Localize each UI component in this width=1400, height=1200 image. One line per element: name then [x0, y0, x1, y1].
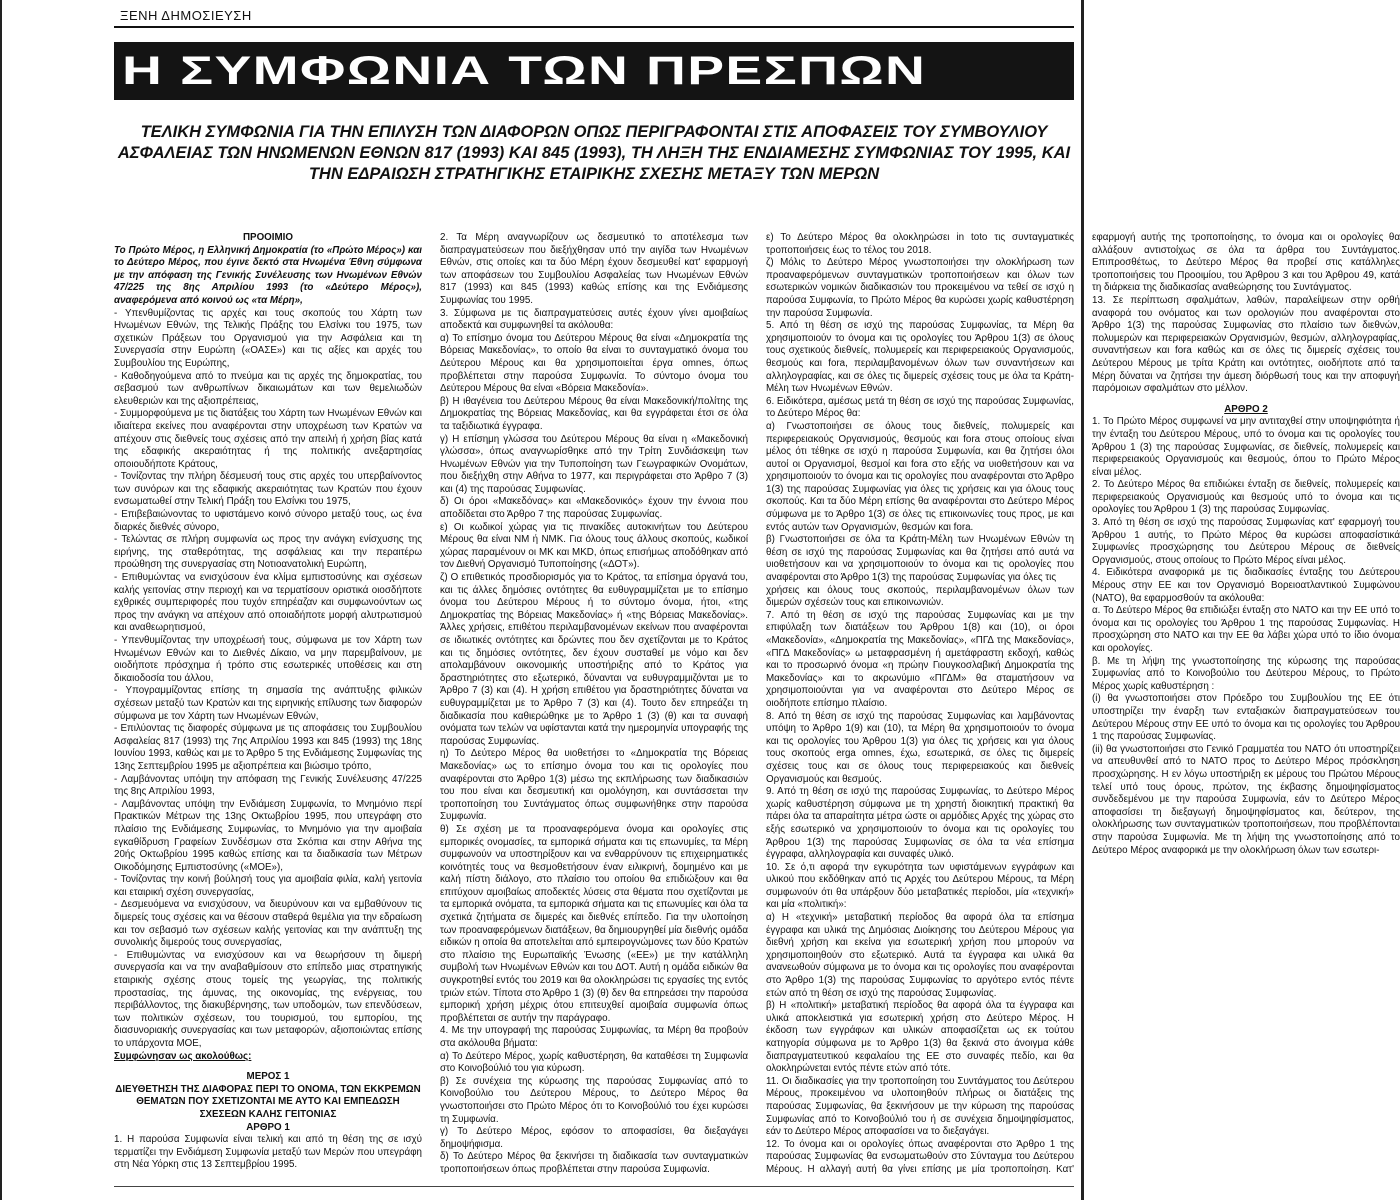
- paragraph: - Τονίζοντας την πλήρη δέσμευσή τους στις αρχές του υπερβαίνοντος των συνόρων και της εδαφικής ακεραιότητας των Κρατών που έχουν ενσωματωθεί στην Τελική Πράξη του Ελσίνκι του 1975,: [114, 471, 422, 508]
- paragraph: 6. Ειδικότερα, αμέσως μετά τη θέση σε ισχύ της παρούσας Συμφωνίας, το Δεύτερο Μέρος θα:: [766, 395, 1074, 420]
- paragraph: η) Το Δεύτερο Μέρος θα υιοθετήσει το «Δημοκρατία της Βόρειας Μακεδονίας» ως το επίσημο όνομα του και τις ορολογίες που αναφέρονται στο Άρθρο 1(3) μέσω της εκπλήρωσης των διαδικασιών του που είναι και δεσμευτική και ομολόγηση, και συντάσσεται την τροποποίηση του Συντάγματος όπως συμφωνήθηκε στην παρούσα Συμφωνία.: [440, 748, 748, 823]
- paragraph: 5. Από τη θέση σε ισχύ της παρούσας Συμφωνίας, τα Μέρη θα χρησιμοποιούν το όνομα και τις ορολογίες του Άρθρου 1(3) σε όλους τους σχετικούς διεθνείς, πολυμερείς και περιφερειακούς Οργανισμούς, θεσμούς και fora, περιλαμβανομένων όλων των συναντήσεων και αλληλογραφίας, και σε όλες τις διμερείς σχέσεις τους με όλα τα Κράτη-Μέλη των Ηνωμένων Εθνών.: [766, 320, 1074, 395]
- article-2-title: ΑΡΘΡΟ 2: [1224, 403, 1268, 415]
- paragraph: α. Το Δεύτερο Μέρος θα επιδιώξει ένταξη στο ΝΑΤΟ και την ΕΕ υπό το όνομα και τις ορολογίες του Άρθρου 1 της παρούσας Συμφωνίας. Η προσχώρηση στο ΝΑΤΟ και την ΕΕ θα λάβει χώρα υπό το ίδιο όνομα και ορολογίες.: [1092, 605, 1400, 654]
- paragraph: 3. Σύμφωνα με τις διαπραγματεύσεις αυτές έχουν γίνει αμοιβαίως αποδεκτά και συμφωνηθεί τα ακόλουθα:: [440, 307, 748, 332]
- paragraph: β. Με τη λήψη της γνωστοποίησης της κύρωσης της παρούσας Συμφωνίας από το Κοινοβούλιο του Δεύτερου Μέρους, το Πρώτο Μέρος χωρίς καθυστέρηση :: [1092, 655, 1400, 692]
- paragraph: - Υπογραμμίζοντας επίσης τη σημασία της ανάπτυξης φιλικών σχέσεων μεταξύ των Κρατών και της ειρηνικής επίλυσης των διαφορών σύμφωνα με τον Χάρτη των Ηνωμένων Εθνών,: [114, 685, 422, 722]
- title-banner: [114, 42, 1074, 100]
- article-body: [114, 232, 1400, 1177]
- paragraph: δ) Οι όροι «Μακεδόνας» και «Μακεδονικός» έχουν την έννοια που αποδίδεται στο Άρθρο 7 της παρούσας Συμφωνίας.: [440, 496, 748, 521]
- paragraph: 9. Από τη θέση σε ισχύ της παρούσας Συμφωνίας, το Δεύτερο Μέρος χωρίς καθυστέρηση σύμφωνα με τη χρηστή διοικητική πρακτική θα πάρει όλα τα απαραίτητα μέτρα ώστε οι αρμόδιες Αρχές της χώρας στο εξής εσωτερικό να χρησιμοποιούν το όνομα και τις ορολογίες του Άρθρου 1(3) της παρούσας Συμφωνίας σε όλα τα νέα επίσημα έγγραφα, αλληλογραφία και συναφές υλικό.: [766, 786, 1074, 861]
- paragraph: α) Η «τεχνική» μεταβατική περίοδος θα αφορά όλα τα επίσημα έγγραφα και υλικά της Δημόσιας Διοίκησης του Δεύτερου Μέρους για διεθνή χρήση και εκείνα για εσωτερική χρήση που μπορούν να χρησιμοποιηθούν στο εξωτερικό. Αυτά τα έγγραφα και υλικά θα ανανεωθούν σύμφωνα με το όνομα και τις ορολογίες που αναφέρονται στο Άρθρο 1(3) της παρούσας Συμφωνίας το αργότερο εντός πέντε ετών από τη θέση σε ισχύ της παρούσας Συμφωνίας.: [766, 912, 1074, 999]
- paragraph: - Επιλύοντας τις διαφορές σύμφωνα με τις αποφάσεις του Συμβουλίου Ασφαλείας 817 (1993) της 7ης Απριλίου 1993 και 845 (1993) της 18ης Ιουνίου 1993, καθώς και με το Άρθρο 5 της Ενδιάμεσης Συμφωνίας της 13ης Σεπτεμβρίου 1995 με αξιοπρέπεια και βιώσιμο τρόπο,: [114, 723, 422, 772]
- paragraph: δ) Το Δεύτερο Μέρος θα ξεκινήσει τη διαδικασία των συνταγματικών τροποποιήσεων όπως προβλέπεται στην παρούσα Συμφωνία.: [440, 1151, 748, 1175]
- preamble-title: ΠΡΟΟΙΜΙΟ: [242, 232, 294, 243]
- banner-title: Η ΣΥΜΦΩΝΙΑ ΤΩΝ ΠΡΕΣΠΩΝ: [122, 48, 927, 93]
- paragraph: - Λαμβάνοντας υπόψη την απόφαση της Γενικής Συνέλευσης 47/225 της 8ης Απριλίου 1993,: [114, 773, 422, 798]
- article-2-paragraphs: [1092, 416, 1400, 857]
- paragraph: ε) Το Δεύτερο Μέρος θα ολοκληρώσει in toto τις συνταγματικές τροποποιήσεις έως το τέλος του 2018.: [766, 232, 1074, 256]
- part-title: ΜΕΡΟΣ 1: [246, 1071, 290, 1083]
- paragraph: β) Σε συνέχεια της κύρωσης της παρούσας Συμφωνίας από το Κοινοβούλιο του Δεύτερου Μέρους, το Δεύτερο Μέρος θα γνωστοποιήσει στο Πρώτο Μέρος ότι το Κοινοβούλιό του έχει κυρώσει τη Συμφωνία.: [440, 1075, 748, 1125]
- paragraph: γ) Η επίσημη γλώσσα του Δεύτερου Μέρους θα είναι η «Μακεδονική γλώσσα», όπως αναγνωρίσθηκε από την Τρίτη Συνδιάσκεψη των Ηνωμένων Εθνών για την Τυποποίηση των Γεωγραφικών Ονομάτων, που διεξήχθη στην Αθήνα το 1977, και περιγράφεται στο Άρθρο 7 (3) και (4) της παρούσας Συμφωνίας.: [440, 433, 748, 495]
- paragraph: χρήσεις και όλους τους σκοπούς, περιλαμβανομένων όλων των διμερών σχέσεών τους και επικοινωνιών.: [766, 584, 1074, 609]
- paragraph: β) Η «πολιτική» μεταβατική περίοδος θα αφορά όλα τα έγγραφα και υλικά αποκλειστικά για εσωτερική χρήση στο Δεύτερο Μέρος. Η έκδοση των εγγράφων και υλικών αποφασίζεται ως εκ τούτου κατηγορία σύμφωνα με το Άρθρο 1(3) θα ξεκινά στο άνοιγμα κάθε διαπραγματευτικού κεφαλαίου της ΕΕ στο συναφές πεδίο, και θα ολοκληρώνεται εντός πέντε ετών από τότε.: [766, 1000, 1074, 1075]
- paragraph: - Λαμβάνοντας υπόψη την Ενδιάμεση Συμφωνία, το Μνημόνιο περί Πρακτικών Μέτρων της 13ης Οκτωβρίου 1995, που υπεγράφη στο πλαίσιο της Ενδιάμεσης Συμφωνίας, το Μνημόνιο για την αμοιβαία εγκαθίδρυση Γραφείων Συνδέσμων στα Σκόπια και στην Αθήνα της 20ής Οκτωβρίου 1995 καθώς επίσης και τα διαδικασία των Μέτρων Οικοδόμησης Εμπιστοσύνης («ΜΟΕ»),: [114, 798, 422, 873]
- paragraph: - Καθοδηγούμενα από το πνεύμα και τις αρχές της δημοκρατίας, του σεβασμού των ανθρωπίνων δικαιωμάτων και των θεμελιωδών ελευθεριών και της αξιοπρέπειας,: [114, 370, 422, 407]
- paragraph: ζ) Μόλις το Δεύτερο Μέρος γνωστοποιήσει την ολοκλήρωση των προαναφερόμενων συνταγματικών τροποποιήσεων και όλων των εσωτερικών νομικών διαδικασιών του προκειμένου να τεθεί σε ισχύ η παρούσα Συμφωνία, το Πρώτο Μέρος θα κυρώσει χωρίς καθυστέρηση την παρούσα Συμφωνία.: [766, 257, 1074, 319]
- paragraph: - Υπενθυμίζοντας τις αρχές και τους σκοπούς του Χάρτη των Ηνωμένων Εθνών, της Τελικής Πράξης του Ελσίνκι του 1975, των σχετικών Πράξεων του Οργανισμού για την Ασφάλεια και τη Συνεργασία στην Ευρώπη («ΟΑΣΕ») και τις αξίες και αρχές του Συμβουλίου της Ευρώπης,: [114, 307, 422, 369]
- paragraph: 10. Σε ό,τι αφορά την εγκυρότητα των υφιστάμενων εγγράφων και υλικού που εκδόθηκαν από τις Αρχές του Δεύτερου Μέρους, τα Μέρη συμφωνούν ότι θα υπάρξουν δύο μεταβατικές περίοδοι, μία «τεχνική» και μία «πολιτική»:: [766, 861, 1074, 911]
- paragraph: 13. Σε περίπτωση σφαλμάτων, λαθών, παραλείψεων στην ορθή αναφορά του ονόματος και των ορολογιών που αναφέρονται στο Άρθρο 1(3) της παρούσας Συμφωνίας στο πλαίσιο των διεθνών, πολυμερών και περιφερειακών Οργανισμών, θεσμών, αλληλογραφίας, συναντήσεων και fora καθώς και σε όλες τις διμερείς σχέσεις του Δεύτερου Μέρους με τρίτα Κράτη και οντότητες, οιοδήποτε από τα Μέρη δύναται να ζητήσει την άμεση διόρθωσή τους και την αποφυγή παρόμοιων σφαλμάτων στο μέλλον.: [1092, 294, 1400, 395]
- paragraph: 7. Από τη θέση σε ισχύ της παρούσας Συμφωνίας και με την επιφύλαξη των διατάξεων του Άρθρου 1(8) και (10), οι όροι «Μακεδονία», «Δημοκρατία της Μακεδονίας», «ΠΓΔ της Μακεδονίας», «ΠΓΔ Μακεδονίας» ω μεταφρασμένη ή αμετάφραστη εκδοχή, καθώς και το προσωρινό όνομα «η πρώην Γιουγκοσλαβική Δημοκρατία της Μακεδονίας» και το ακρωνύμιο «ΠΓΔΜ» θα σταματήσουν να χρησιμοποιούνται για να αναφέρονται στο Δεύτερο Μέρος σε οιοδήποτε επίσημο πλαίσιο.: [766, 609, 1074, 709]
- section-label: ΞΕΝΗ ΔΗΜΟΣΙΕΥΣΗ: [120, 8, 252, 23]
- paragraph: 2. Τα Μέρη αναγνωρίζουν ως δεσμευτικό το αποτέλεσμα των διαπραγματεύσεων που διεξήχθησαν υπό την αιγίδα των Ηνωμένων Εθνών, στις οποίες και τα δύο Μέρη έχουν δεσμευθεί κατ' εφαρμογή των αποφάσεων του Συμβουλίου Ασφαλείας των Ηνωμένων Εθνών 817 (1993) και 845 (1993) καθώς επίσης και της Ενδιάμεσης Συμφωνίας του 1995.: [440, 232, 748, 306]
- paragraph: 2. Το Δεύτερο Μέρος θα επιδιώκει ένταξη σε διεθνείς, πολυμερείς και περιφερειακούς Οργανισμούς και θεσμούς υπό το όνομα και τις ορολογίες του Άρθρου 1 (3) της παρούσας Συμφωνίας.: [1092, 479, 1400, 516]
- page-edge: [1081, 0, 1084, 1200]
- paragraph: 3. Από τη θέση σε ισχύ της παρούσας Συμφωνίας κατ' εφαρμογή του Άρθρου 1 αυτής, το Πρώτο Μέρος θα κυρώσει αποφασίστικά Συμφωνίες προσχώρησης του Δεύτερου Μέρους σε διεθνείς Οργανισμούς, στους οποίους το Πρώτο Μέρος είναι μέλος.: [1092, 517, 1400, 566]
- paragraph: ε) Οι κωδικοί χώρας για τις πινακίδες αυτοκινήτων του Δεύτερου Μέρους θα είναι NM ή NMK. Για όλους τους άλλους σκοπούς, κωδικοί χώρας παραμένουν οι MK και MKD, όπως επισήμως αποδόθηκαν από τον Διεθνή Οργανισμό Τυποποίησης («ΔΟΤ»).: [440, 521, 748, 571]
- paragraph: α) Γνωστοποιήσει σε όλους τους διεθνείς, πολυμερείς και περιφερειακούς Οργανισμούς, θεσμούς και fora στους οποίους είναι μέλος ότι τέθηκε σε ισχύ η παρούσα Συμφωνία, και θα ζητήσει όλοι αυτοί οι Οργανισμοί, θεσμοί και fora στο εξής να υιοθετήσουν και να χρησιμοποιούν το όνομα και τις ορολογίες που αναφέρονται στο Άρθρο 1(3) της παρούσας Συμφωνίας για όλες τις χρήσεις και για όλους τους σκοπούς. Και τα δύο Μέρη επίσης θα αναφέρονται στο Δεύτερο Μέρος σύμφωνα με το Άρθρο 1(3) σε όλες τις επικοινωνίες τους προς, με και εντός αυτών των Οργανισμών, θεσμών και fora.: [766, 420, 1074, 533]
- paragraph: - Επιθυμώντας να ενισχύσουν και να θεωρήσουν τη διμερή συνεργασία και να την αναβαθμίσουν στο επίπεδο μιας στρατηγικής εταιρικής σχέσης στους τομείς της γεωργίας, της πολιτικής προστασίας, της άμυνας, της οικονομίας, της ενέργειας, του περιβάλλοντος, της διακυβέρνησης, των υποδομών, των επενδύσεων, των πολιτικών σχέσεων, του τουρισμού, του εμπορίου, της διασυνοριακής συνεργασίας και των μεταφορών, αξιοποιώντας επίσης το υπάρχοντα ΜΟΕ,: [114, 949, 422, 1049]
- paragraph: - Τονίζοντας την κοινή βούλησή τους για αμοιβαία φιλία, καλή γειτονία και εταιρική σχέση συνεργασίας,: [114, 874, 422, 898]
- paragraph: - Επιβεβαιώνοντας το υφιστάμενο κοινό σύνορο μεταξύ τους, ως ένα διαρκές διεθνές σύνορο,: [114, 509, 422, 533]
- paragraph: - Τελώντας σε πλήρη συμφωνία ως προς την ανάγκη ενίσχυσης της ειρήνης, της σταθερότητας, της ασφάλειας και την περαιτέρω προώθηση της συνεργασίας στη Νοτιοανατολική Ευρώπη,: [114, 534, 422, 571]
- paragraph: α) Το Δεύτερο Μέρος, χωρίς καθυστέρηση, θα καταθέσει τη Συμφωνία στο Κοινοβούλιό του για κύρωση.: [440, 1050, 748, 1075]
- paragraph: 4. Με την υπογραφή της παρούσας Συμφωνίας, τα Μέρη θα προβούν στα ακόλουθα βήματα:: [440, 1025, 748, 1049]
- bottom-rule: [114, 1186, 1074, 1187]
- paragraph: 12. Το όνομα και οι ορολογίες όπως αναφέρονται στο Άρθρο 1 της παρούσας Συμφωνίας θα ενσωματωθούν στο Σύνταγμα του Δεύτερου Μέρους. Η αλλαγή αυτή θα γίνει επίσης με μία τροποποίηση. Κατ' εφαρμογή αυτής της τροποποίησης, το όνομα και οι ορολογίες θα αλλάξουν αντιστοίχως σε όλα τα άρθρα του Συντάγματος. Επιπροσθέτως, το Δεύτερο Μέρος θα προβεί στις κατάλληλες τροποποιήσεις του Προοιμίου, του Άρθρου 3 και του Άρθρου 49, κατά τη διάρκεια της διαδικασίας αναθεώρησης του Συντάγματος.: [766, 232, 1400, 1175]
- paragraph: β) Γνωστοποιήσει σε όλα τα Κράτη-Μέλη των Ηνωμένων Εθνών τη θέση σε ισχύ της παρούσας Συμφωνίας και θα ζητήσει από αυτά να υιοθετήσουν και να χρησιμοποιούν το όνομα και τις ορολογίες που αναφέρονται στο Άρθρο 1(3) της παρούσας Συμφωνίας για όλες τις: [766, 534, 1074, 584]
- paragraph: 1. Το Πρώτο Μέρος συμφωνεί να μην αντιταχθεί στην υποψηφιότητα ή την ένταξη του Δεύτερου Μέρους, υπό το όνομα και τις ορολογίες του Άρθρου 1 (3) της παρούσας Συμφωνίας, σε διεθνείς, πολυμερείς και περιφερειακούς Οργανισμούς και θεσμούς, όπου το Πρώτο Μέρος είναι μέλος.: [1092, 416, 1400, 478]
- paragraph: 1. Η παρούσα Συμφωνία είναι τελική και από τη θέση της σε ισχύ τερματίζει την Ενδιάμεση Συμφωνία μεταξύ των Μερών που υπεγράφη στη Νέα Υόρκη στις 13 Σεπτεμβρίου 1995.: [114, 1134, 422, 1171]
- paragraph: γ) Το Δεύτερο Μέρος, εφόσον το αποφασίσει, θα διεξαγάγει δημοψήφισμα.: [440, 1126, 748, 1150]
- agreed-line: Συμφώνησαν ως ακολούθως:: [114, 1050, 252, 1062]
- paragraph: - Συμμορφούμενα με τις διατάξεις του Χάρτη των Ηνωμένων Εθνών και ιδιαίτερα εκείνες που αναφέρονται στην υποχρέωση των Κρατών να απέχουν στις διεθνείς τους σχέσεις από την απειλή ή χρήση βίας κατά της εδαφικής ακεραιότητας ή της πολιτικής ανεξαρτησίας οποιουδήποτε Κράτους,: [114, 408, 422, 470]
- paragraph: 11. Οι διαδικασίες για την τροποποίηση του Συντάγματος του Δεύτερου Μέρους, προκειμένου να υλοποιηθούν πλήρως οι διατάξεις της παρούσας Συμφωνίας, θα ξεκινήσουν με την κύρωση της παρούσας Συμφωνίας από το Κοινοβούλιό του ή σε συνέχεια δημοψηφίσματος, εάν το Δεύτερο Μέρος αποφασίσει να το διεξαγάγει.: [766, 1075, 1074, 1138]
- paragraph: α) Το επίσημο όνομα του Δεύτερου Μέρους θα είναι «Δημοκρατία της Βόρειας Μακεδονίας», το οποίο θα είναι το συνταγματικό όνομα του Δεύτερου Μέρους και θα χρησιμοποιείται έργα omnes, όπως προβλέπεται στην παρούσα Συμφωνία. Το σύντομο όνομα του Δεύτερου Μέρους θα είναι «Βόρεια Μακεδονία».: [440, 332, 748, 395]
- article-1-title: ΑΡΘΡΟ 1: [246, 1121, 290, 1133]
- part-subtitle: ΔΙΕΥΘΕΤΗΣΗ ΤΗΣ ΔΙΑΦΟΡΑΣ ΠΕΡΙ ΤΟ ΟΝΟΜΑ, ΤΩΝ ΕΚΚΡΕΜΩΝ ΘΕΜΑΤΩΝ ΠΟΥ ΣΧΕΤΙΖΟΝΤΑΙ ΜΕ ΑΥΤΟ ΚΑΙ ΕΜΠΕΔΩΣΗ ΣΧΕΣΕΩΝ ΚΑΛΗΣ ΓΕΙΤΟΝΙΑΣ: [115, 1083, 421, 1120]
- paragraph: (i) θα γνωστοποιήσει στον Πρόεδρο του Συμβουλίου της ΕΕ ότι υποστηρίζει την έναρξη των ενταξιακών διαπραγματεύσεων του Δεύτερου Μέρους στην ΕΕ υπό το όνομα και τις ορολογίες του Άρθρου 1 της παρούσας Συμφωνίας.: [1092, 693, 1400, 743]
- paragraph: ζ) Ο επιθετικός προσδιορισμός για το Κράτος, τα επίσημα όργανά του, και τις άλλες δημόσιες οντότητες θα ευθυγραμμίζεται με το επίσημο όνομα του Δεύτερου Μέρους ή το σύντομο όνομα, ήτοι, «της Δημοκρατίας της Βόρειας Μακεδονίας» ή «της Βόρειας Μακεδονίας». Άλλες χρήσεις, επιθέτου περιλαμβανομένων εκείνων που αναφέρονται σε ιδιωτικές οντότητες και δρώντες που δεν σχετίζονται με το Κράτος και τις δημόσιες οντότητες, δεν έχουν συσταθεί με νόμο και δεν απολαμβάνουν οικονομικής υποστήριξης από το Κράτος για δραστηριότητες στο εξωτερικό, δύνανται να ευθυγραμμιζόνται με το Άρθρο 7 (3) και (4). Η χρήση επιθέτου για δραστηριότητες δύναται να ευθυγραμμίζεται με το Άρθρο 7 (3) και (4). Τουτο δεν επηρεάζει τη διαδικασία που καθιερώθηκε με το Άρθρο 1 (3) (θ) και τα συναφή ονόματα των τελών να υφίστανται κατά την ημερομηνία υπογραφής της παρούσας Συμφωνίας.: [440, 572, 748, 747]
- paragraph: 4. Ειδικότερα αναφορικά με τις διαδικασίες ένταξης του Δεύτερου Μέρους στην ΕΕ και τον Οργανισμό Βορειοατλαντικού Συμφώνου (ΝΑΤΟ), θα εφαρμοσθούν τα ακόλουθα:: [1092, 567, 1400, 604]
- preamble-intro: Το Πρώτο Μέρος, η Ελληνική Δημοκρατία (το «Πρώτο Μέρος») και το Δεύτερο Μέρος, που έγινε δεκτό στα Ηνωμένα Έθνη σύμφωνα με την απόφαση της Γενικής Συνέλευσης των Ηνωμένων Εθνών 47/225 της 8ης Απριλίου 1993 (το «Δεύτερο Μέρος»), αναφερόμενα από κοινού ως «τα Μέρη»,: [114, 244, 422, 306]
- paragraph: 8. Από τη θέση σε ισχύ της παρούσας Συμφωνίας και λαμβάνοντας υπόψη το Άρθρο 1(9) και (10), τα Μέρη θα χρησιμοποιούν το όνομα και τις ορολογίες του Άρθρου 1(3) για όλες τις χρήσεις και για όλους τους σκοπούς erga omnes, έχω, εσωτερικά, σε όλες τις διμερείς σχέσεις τους και σε όλους τους περιφερειακούς και διεθνείς Οργανισμούς και θεσμούς.: [766, 710, 1074, 785]
- paragraph: θ) Σε σχέση με τα προαναφερόμενα όνομα και ορολογίες στις εμπορικές ονομασίες, τα εμπορικά σήματα και τις επωνυμίες, τα Μέρη συμφωνούν να υποστηρίξουν και να ενθαρρύνουν τις επιχειρηματικές κοινότητές τους να θεσμοθετήσουν έναν ειλικρινή, δομημένο και με καλή πίστη διάλογο, στο πλαίσιο του οποίου θα επιδιώξουν και θα επιτύχουν αμοιβαίως αποδεκτές λύσεις στα θέματα που σχετίζονται με τα εμπορικά ονόματα, τα εμπορικά σήματα και τις επωνυμίες και όλα τα σχετικά ζητήματα σε διμερές και διεθνές επίπεδο. Για την υλοποίηση των προαναφερόμενων διατάξεων, θα δημιουργηθεί μία διεθνής ομάδα ειδικών η οποία θα αποτελείται από εμπειρογνώμονες των δύο Κρατών στο πλαίσιο της Ευρωπαϊκής Ένωσης («ΕΕ») με την κατάλληλη συμβολή των Ηνωμένων Εθνών και του ΔΟΤ. Αυτή η ομάδα ειδικών θα συγκροτηθεί εντός του 2019 και θα ολοκληρώσει τις εργασίες της εντός τριών ετών. Τίποτα στο Άρθρο 1 (3) (θ) δεν θα επηρεάσει την παρούσα εμπορική χρήση μέχρις ότου επιτευχθεί αμοιβαία συμφωνία όπως προβλέπεται σε αυτήν την παράγραφο.: [440, 823, 748, 1024]
- paragraph: β) Η ιθαγένεια του Δεύτερου Μέρους θα είναι Μακεδονική/πολίτης της Δημοκρατίας της Βόρειας Μακεδονίας, και θα εγγράφεται έτσι σε όλα τα ταξιδιωτικά έγγραφα.: [440, 395, 748, 432]
- preamble-paragraphs: [114, 308, 422, 1051]
- paragraph: - Επιθυμώντας να ενισχύσουν ένα κλίμα εμπιστοσύνης και σχέσεων καλής γειτονίας στην περιοχή και να τερματίσουν οριστικά οιοσδήποτε εχθρικές συμπεριφορές που τυχόν επηρέαζαν και συμφωνούντων ως προς την ανάγκη να απέχουν από οποιαδήποτε μορφή αλυτρωτισμού και αναθεωρητισμού,: [114, 572, 422, 634]
- header-rule: [114, 26, 1074, 28]
- paragraph: (ii) θα γνωστοποιήσει στο Γενικό Γραμματέα του ΝΑΤΟ ότι υποστηρίζει να απευθυνθεί από το ΝΑΤΟ προς το Δεύτερο Μέρος πρόσκληση προσχώρησης. Η εν λόγω υποστήριξη εκ μέρους του Πρώτου Μέρους τελεί υπό τους όρους, πρώτον, της έκβασης δημοψηφίσματος συνδεδεμένου με την παρούσα Συμφωνία, εάν το Δεύτερο Μέρος αποφασίσει τη διεξαγωγή δημοψηφίσματος και, δεύτερον, της ολοκλήρωσης των συνταγματικών τροποποιήσεων, που προβλέπονται στην παρούσα Συμφωνία. Με τη λήψη της γνωστοποίησης από το Δεύτερο Μέρος αναφορικά με την ολοκλήρωση όλων των εσωτερι-: [1092, 743, 1400, 856]
- headline: ΤΕΛΙΚΗ ΣΥΜΦΩΝΙΑ ΓΙΑ ΤΗΝ ΕΠΙΛΥΣΗ ΤΩΝ ΔΙΑΦΟΡΩΝ ΟΠΩΣ ΠΕΡΙΓΡΑΦΟΝΤΑΙ ΣΤΙΣ ΑΠΟΦΑΣΕΙΣ ΤΟΥ ΣΥΜΒΟΥΛΙΟΥ ΑΣΦΑΛΕΙΑΣ ΤΩΝ ΗΝΩΜΕΝΩΝ ΕΘΝΩΝ 817 (1993) ΚΑΙ 845 (1993), ΤΗ ΛΗΞΗ ΤΗΣ ΕΝΔΙΑΜΕΣΗΣ ΣΥΜΦΩΝΙΑΣ ΤΟΥ 1995, ΚΑΙ ΤΗΝ ΕΔΡΑΙΩΣΗ ΣΤΡΑΤΗΓΙΚΗΣ ΕΤΑΙΡΙΚΗΣ ΣΧΕΣΗΣ ΜΕΤΑΞΥ ΤΩΝ ΜΕΡΩΝ: [117, 123, 1071, 183]
- paragraph: - Δεσμευόμενα να ενισχύσουν, να διευρύνουν και να εμβαθύνουν τις διμερείς τους σχέσεις και να θέσουν σταθερά θεμέλια για την εδραίωση και τον σεβασμό των σχέσεων καλής γειτονίας και την ανάπτυξη της συνολικής διμερούς τους συνεργασίας,: [114, 899, 422, 949]
- paragraph: - Υπενθυμίζοντας την υποχρέωσή τους, σύμφωνα με τον Χάρτη των Ηνωμένων Εθνών και το Διεθνές Δίκαιο, να μην παρεμβαίνουν, με οιοδήποτε πρόσχημα ή τρόπο στις εσωτερικές υποθέσεις και στη δικαιοδοσία του άλλου,: [114, 635, 422, 684]
